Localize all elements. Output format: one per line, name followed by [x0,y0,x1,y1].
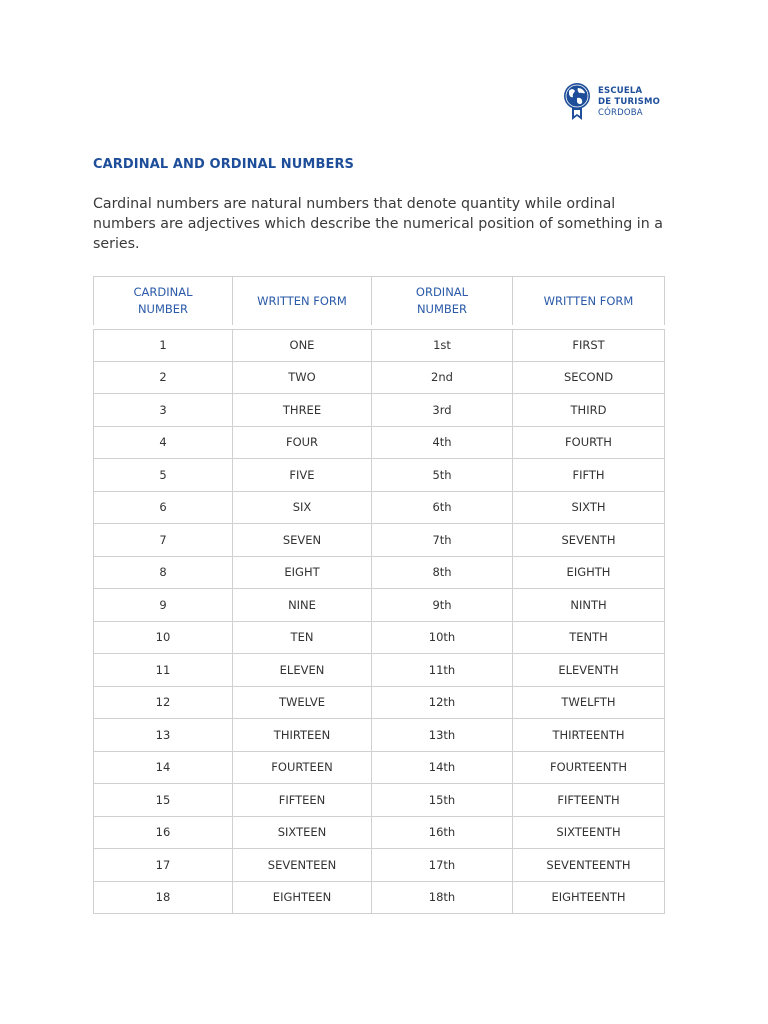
ordinal-number-cell: 15th [372,784,513,817]
ordinal-number-cell: 6th [372,491,513,524]
table-row [94,686,665,719]
header-line: WRITTEN FORM [257,293,347,308]
ordinal-number-cell: 7th [372,524,513,557]
ordinal-written-cell: SEVENTH [513,524,665,557]
header-line: ORDINAL [415,285,469,299]
cardinal-written-cell: EIGHTEEN [233,881,372,914]
ordinal-written-cell: FIFTEENTH [513,784,665,817]
ordinal-number-cell: 11th [372,654,513,687]
ordinal-number-cell: 3rd [372,394,513,427]
cardinal-written-cell: EIGHT [233,556,372,589]
ordinal-written-cell: TENTH [513,621,665,654]
logo-line-2: DE TURISMO [598,96,661,107]
header-written-form [233,277,372,328]
table-body [94,327,665,914]
ordinal-written-cell: SECOND [513,361,665,394]
cardinal-written-cell: FIFTEEN [233,784,372,817]
ordinal-written-cell: FIFTH [513,459,665,492]
cardinal-written-cell: SIX [233,491,372,524]
cardinal-number-cell: 16 [94,816,233,849]
cardinal-number-cell: 15 [94,784,233,817]
page-title: CARDINAL AND ORDINAL NUMBERS [93,157,355,172]
table-row [94,784,665,817]
cardinal-number-cell: 17 [94,849,233,882]
cardinal-number-cell: 3 [94,394,233,427]
logo-line-3: CÓRDOBA [598,107,643,118]
header-line: NUMBER [137,302,189,316]
cardinal-written-cell: TEN [233,621,372,654]
cardinal-written-cell: SEVENTEEN [233,849,372,882]
cardinal-written-cell: FIVE [233,459,372,492]
logo-line-1: ESCUELA [598,85,643,96]
ordinal-number-cell: 13th [372,719,513,752]
ordinal-number-cell: 8th [372,556,513,589]
header-written-form-ordinal [513,277,665,328]
table-row [94,654,665,687]
cardinal-written-cell: TWO [233,361,372,394]
ordinal-written-cell: THIRD [513,394,665,427]
cardinal-number-cell: 14 [94,751,233,784]
ordinal-written-cell: FIRST [513,327,665,361]
table-row [94,394,665,427]
ordinal-number-cell: 2nd [372,361,513,394]
table-row [94,719,665,752]
cardinal-written-cell: FOUR [233,426,372,459]
ordinal-written-cell: EIGHTEENTH [513,881,665,914]
cardinal-number-cell: 7 [94,524,233,557]
cardinal-written-cell: SIXTEEN [233,816,372,849]
cardinal-number-cell: 5 [94,459,233,492]
cardinal-number-cell: 2 [94,361,233,394]
table-row [94,459,665,492]
ordinal-written-cell: SIXTEENTH [513,816,665,849]
table-row [94,621,665,654]
cardinal-number-cell: 13 [94,719,233,752]
ordinal-written-cell: TWELFTH [513,686,665,719]
cardinal-written-cell: TWELVE [233,686,372,719]
table-row [94,524,665,557]
table-row [94,881,665,914]
numbers-table [93,276,665,914]
ordinal-number-cell: 18th [372,881,513,914]
ordinal-number-cell: 5th [372,459,513,492]
cardinal-number-cell: 4 [94,426,233,459]
table-row [94,426,665,459]
cardinal-written-cell: THIRTEEN [233,719,372,752]
cardinal-number-cell: 9 [94,589,233,622]
ordinal-number-cell: 17th [372,849,513,882]
ordinal-number-cell: 14th [372,751,513,784]
table-row [94,491,665,524]
cardinal-number-cell: 12 [94,686,233,719]
table-header-row [94,277,665,328]
ordinal-written-cell: SEVENTEENTH [513,849,665,882]
table-row [94,589,665,622]
cardinal-number-cell: 10 [94,621,233,654]
ordinal-number-cell: 12th [372,686,513,719]
ordinal-written-cell: EIGHTH [513,556,665,589]
table-row [94,361,665,394]
ordinal-written-cell: SIXTH [513,491,665,524]
ordinal-written-cell: FOURTEENTH [513,751,665,784]
header-line: WRITTEN FORM [543,293,634,308]
cardinal-number-cell: 1 [94,327,233,361]
intro-paragraph: Cardinal numbers are natural numbers that denote quantity while ordinal numbers are adjectives which describe the numerical position of something in a series. [93,196,663,252]
cardinal-number-cell: 8 [94,556,233,589]
ordinal-written-cell: THIRTEENTH [513,719,665,752]
ordinal-number-cell: 1st [372,327,513,361]
table-row [94,816,665,849]
table-row [94,556,665,589]
cardinal-written-cell: NINE [233,589,372,622]
ordinal-written-cell: ELEVENTH [513,654,665,687]
cardinal-written-cell: FOURTEEN [233,751,372,784]
cardinal-number-cell: 18 [94,881,233,914]
ordinal-written-cell: FOURTH [513,426,665,459]
globe-ribbon-icon [562,80,592,124]
ordinal-written-cell: NINTH [513,589,665,622]
logo-wordmark [598,86,660,119]
ordinal-number-cell: 16th [372,816,513,849]
school-logo [562,80,660,124]
cardinal-written-cell: SEVEN [233,524,372,557]
ordinal-number-cell: 4th [372,426,513,459]
cardinal-written-cell: THREE [233,394,372,427]
header-cardinal-number [94,277,233,328]
numbers-table-container [93,276,664,914]
header-line: CARDINAL [133,285,193,299]
ordinal-number-cell: 10th [372,621,513,654]
header-line: NUMBER [416,302,468,316]
table-row [94,327,665,361]
table-row [94,849,665,882]
cardinal-written-cell: ELEVEN [233,654,372,687]
table-row [94,751,665,784]
cardinal-written-cell: ONE [233,327,372,361]
ordinal-number-cell: 9th [372,589,513,622]
header-ordinal-number [372,277,513,328]
cardinal-number-cell: 11 [94,654,233,687]
cardinal-number-cell: 6 [94,491,233,524]
